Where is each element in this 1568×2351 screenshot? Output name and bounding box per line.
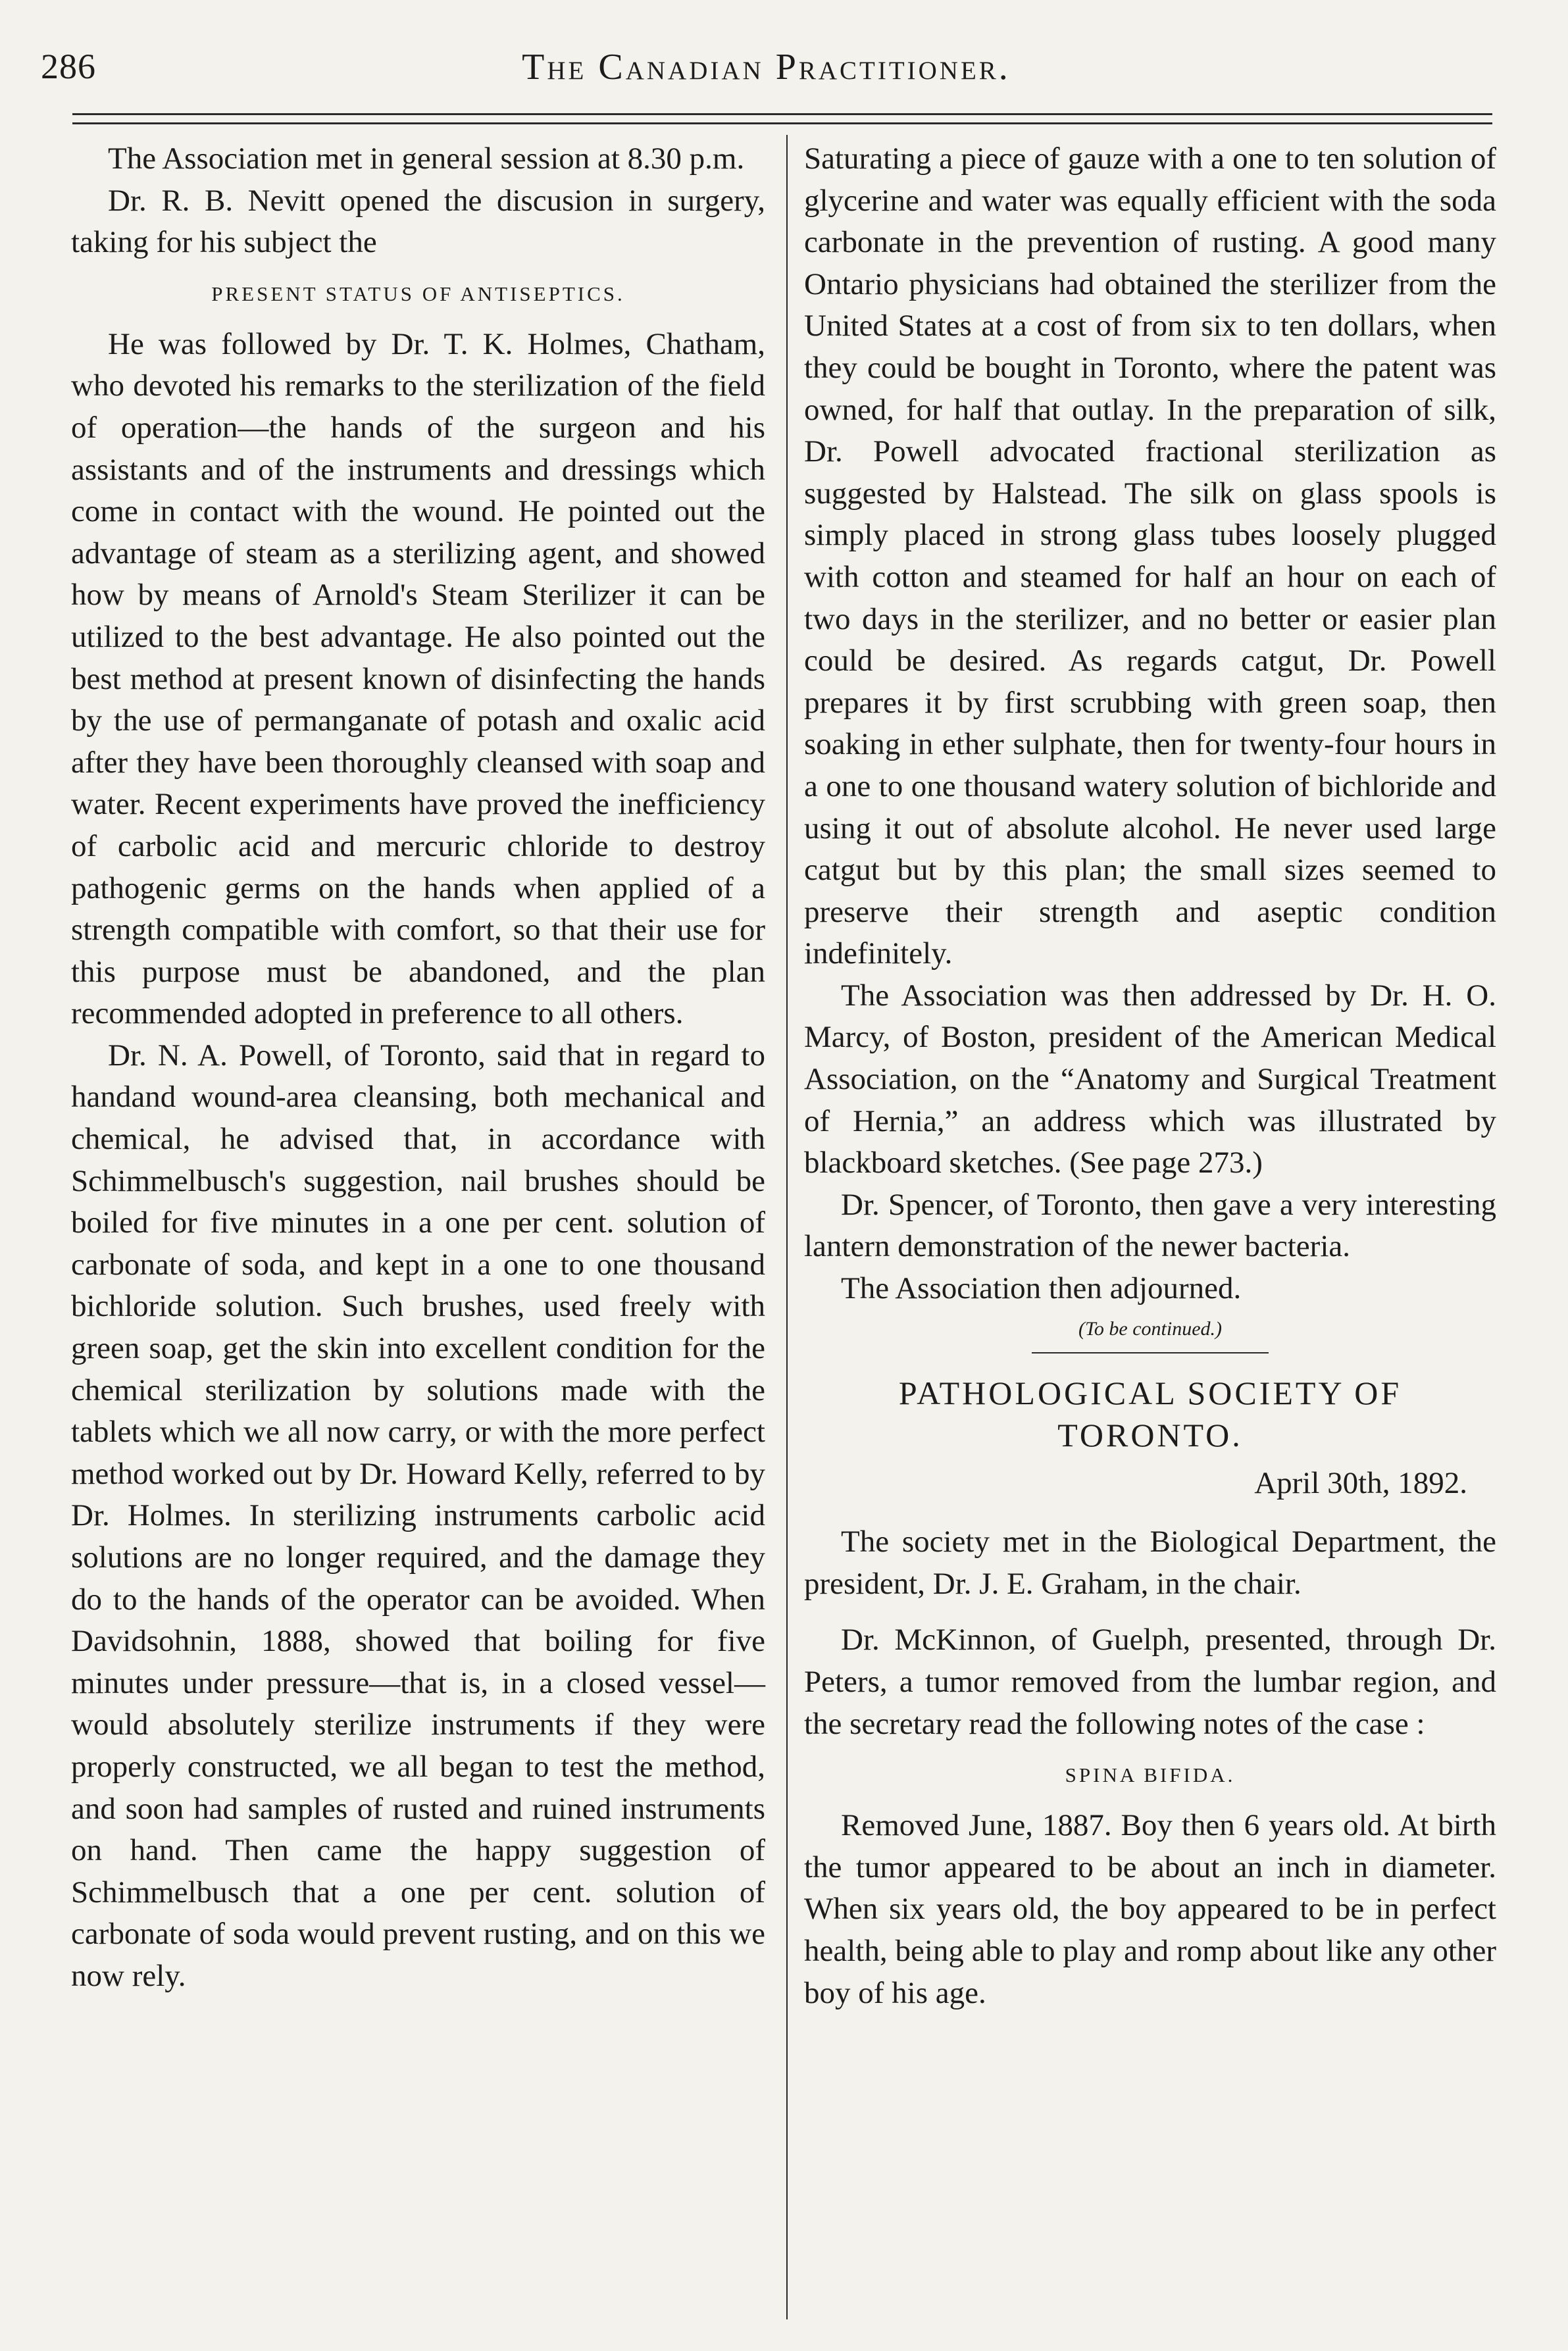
section-subhead: PRESENT STATUS OF ANTISEPTICS. xyxy=(211,282,625,305)
paragraph: Dr. N. A. Powell, of Toronto, said that in regard to handand wound-area cleansing, both mechanical and chemical, he advised that, in accordance with Schimmelbusch's suggestion, nail brushes should be boiled for five minutes in a one per cent. solution of carbonate of soda, and kept in a one to one thousand bichloride solution. Such brushes, used freely with green soap, get the skin into excellent condition for the chemical sterilization by solutions made with the tablets which we all now carry, or with the more perfect method worked out by Dr. Howard Kelly, referred to by Dr. Holmes. In sterilizing instruments carbolic acid solutions are no longer required, and the damage they do to the hands of the operator can be avoided. When Davidsohnin, 1888, showed that boiling for five minutes under pressure—that is, in a closed vessel—would absolutely sterilize instruments if they were properly constructed, we all began to test the method, and soon had samples of rusted and ruined instruments on hand. Then came the happy suggestion of Schimmelbusch that a one per cent. solution of carbonate of soda would prevent rusting, and on this we now rely. xyxy=(71,1038,765,1993)
paragraph: Removed June, 1887. Boy then 6 years old. At birth the tumor appeared to be about an inch in diameter. When six years old, the boy appeared to be in perfect health, being able to play and romp about like any other boy of his age. xyxy=(804,1808,1496,2010)
paragraph: He was followed by Dr. T. K. Holmes, Chatham, who devoted his remarks to the sterilization of the field of operation—the hands of the surgeon and his assistants and of the instruments and dressings which come in contact with the wound. He pointed out the advantage of steam as a sterilizing agent, and showed how by means of Arnold's Steam Sterilizer it can be utilized to the best advantage. He also pointed out the best method at present known of disinfecting the hands by the use of permanganate of potash and oxalic acid after they have been thoroughly cleansed with soap and water. Recent experiments have proved the inefficiency of carbolic acid and mercuric chloride to destroy pathogenic germs on the hands when applied of a strength compatible with comfort, so that their use for this purpose must be abandoned, and the plan recommended adopted in preference to all others. xyxy=(71,326,765,1031)
section-rule xyxy=(1032,1352,1269,1353)
to-be-continued: (To be continued.) xyxy=(1078,1317,1223,1340)
page-header xyxy=(41,41,1492,107)
paragraph: Dr. Spencer, of Toronto, then gave a very interesting lantern demonstration of the newer bacteria. xyxy=(804,1187,1496,1264)
paragraph: The Association then adjourned. xyxy=(841,1271,1242,1306)
paragraph: The Association met in general session at 8.30 p.m. xyxy=(108,141,745,176)
section-subhead: SPINA BIFIDA. xyxy=(1065,1763,1236,1787)
spacer xyxy=(804,1605,1496,1619)
header-rule-top xyxy=(72,113,1492,115)
paragraph: The society met in the Biological Department, the president, Dr. J. E. Graham, in the chair. xyxy=(804,1525,1496,1601)
paragraph: Saturating a piece of gauze with a one to ten solution of glycerine and water was equally efficient with the soda carbonate in the prevention of rusting. A good many Ontario physicians had obtained the sterilizer from the United States at a cost of from six to ten dollars, when they could be bought in Toronto, where the patent was owned, for half that outlay. In the preparation of silk, Dr. Powell advocated fractional sterilization as suggested by Halstead. The silk on glass spools is simply placed in strong glass tubes loosely plugged with cotton and steamed for half an hour on each of two days in the sterilizer, and no better or easier plan could be desired. As regards catgut, Dr. Powell prepares it by first scrubbing with green soap, then soaking in ether sulphate, then for twenty-four hours in a one to one thousand watery solution of bichloride and using it out of absolute alcohol. He never used large catgut but by this plan; the small sizes seemed to preserve their strength and aseptic condition indefinitely. xyxy=(804,141,1496,971)
paragraph: Dr. R. B. Nevitt opened the discusion in surgery, taking for his subject the xyxy=(71,183,765,260)
page-number: 286 xyxy=(41,47,96,86)
paragraph: Dr. McKinnon, of Guelph, presented, through Dr. Peters, a tumor removed from the lumbar region, and the secretary read the following notes of the case : xyxy=(804,1623,1496,1741)
dateline: April 30th, 1892. xyxy=(1254,1465,1467,1500)
running-title: The Canadian Practitioner. xyxy=(522,47,1011,88)
header-rule-bottom xyxy=(72,122,1492,124)
column-divider xyxy=(786,135,788,2319)
paragraph: The Association was then addressed by Dr. H. O. Marcy, of Boston, president of the American Medical Association, on the “Anatomy and Surgical Treatment of Hernia,” an address which was illustrated by blackboard sketches. (See page 273.) xyxy=(804,978,1496,1180)
right-column xyxy=(804,138,1496,2014)
section-title: PATHOLOGICAL SOCIETY OF TORONTO. xyxy=(898,1374,1402,1454)
left-column xyxy=(71,138,765,1998)
